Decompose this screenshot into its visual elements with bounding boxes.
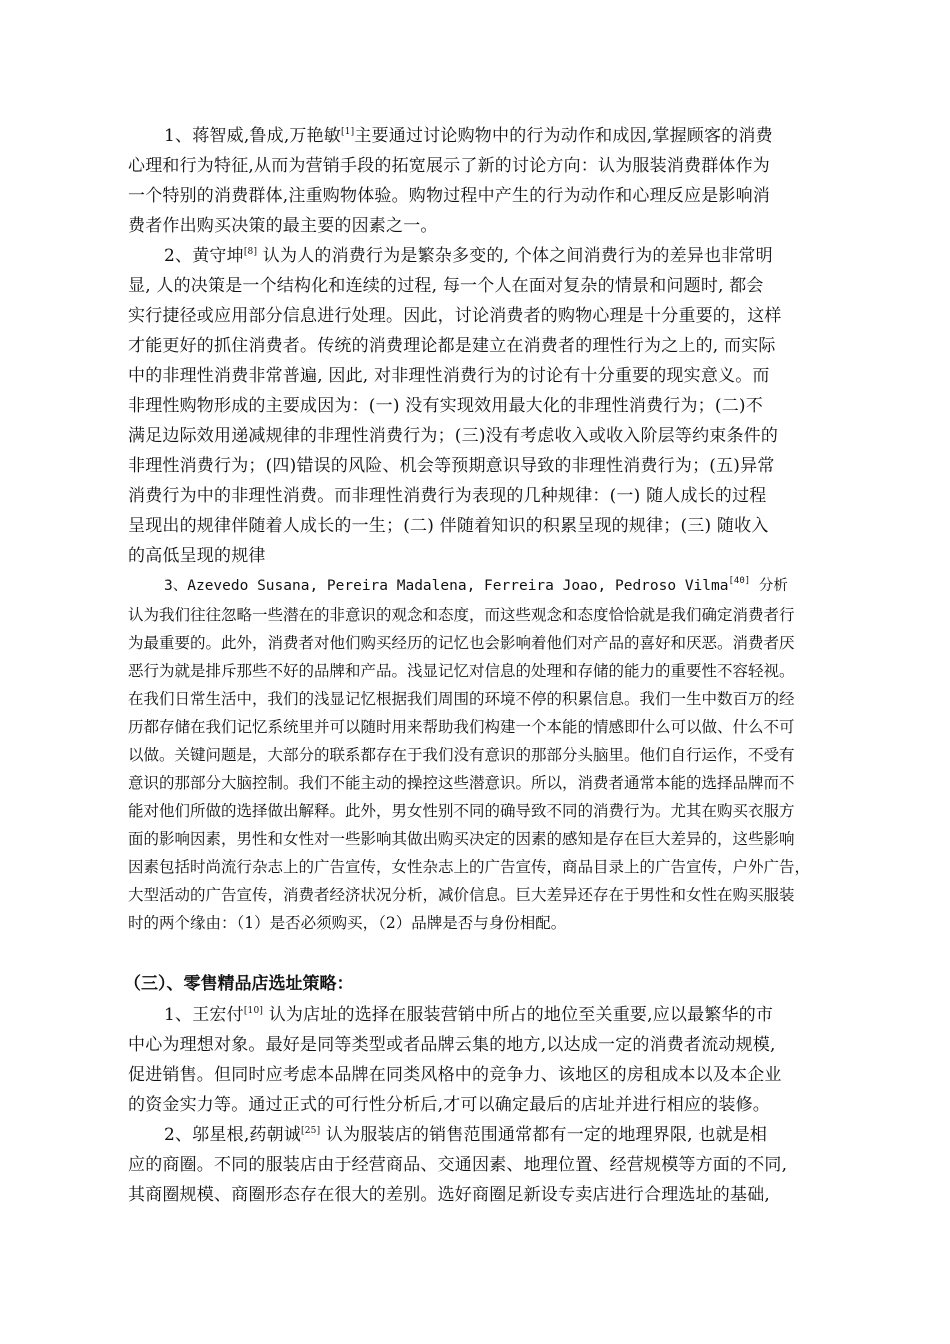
p4-line-1-text-b: 认为店址的选择在服装营销中所占的地位至关重要,应以最繁华的市 bbox=[263, 1005, 774, 1025]
citation-ref: [40] bbox=[728, 576, 751, 586]
p3-line-1-text-a: 3、Azevedo Susana, Pereira Madalena, Ferreira Joao, Pedroso Vilma bbox=[164, 578, 729, 594]
p3-line-13: 时的两个缘由：（1）是否必须购买，（2）品牌是否与身份相配。 bbox=[128, 914, 567, 932]
section-heading: （三）、零售精品店选址策略： bbox=[124, 974, 354, 994]
p2-line-4: 才能更好的抓住消费者。传统的消费理论都是建立在消费者的理性行为之上的, 而实际 bbox=[128, 336, 776, 356]
p3-line-4: 恶行为就是排斥那些不好的品牌和产品。浅显记忆对信息的处理和存储的能力的重要性不容轻视。 bbox=[128, 662, 795, 680]
p5-line-1-text-a: 2、邬星根,药朝诚 bbox=[164, 1125, 302, 1145]
p2-line-1-text-b: 认为人的消费行为是繁杂多变的, 个体之间消费行为的差异也非常明 bbox=[257, 246, 773, 266]
p2-line-8: 非理性消费行为；(四)错误的风险、机会等预期意识导致的非理性消费行为；(五)异常 bbox=[128, 456, 775, 476]
p2-line-7: 满足边际效用递减规律的非理性消费行为；(三)没有考虑收入或收入阶层等约束条件的 bbox=[128, 426, 779, 446]
p1-line-4: 费者作出购买决策的最主要的因素之一。 bbox=[128, 216, 438, 236]
p5-line-1-text-b: 认为服装店的销售范围通常都有一定的地理界限, 也就是相 bbox=[320, 1125, 768, 1145]
p1-line-1-text-b: 主要通过讨论购物中的行为动作和成因,掌握顾客的消费 bbox=[354, 126, 773, 146]
p3-line-2: 认为我们往往忽略一些潜在的非意识的观念和态度，而这些观念和态度恰恰就是我们确定消费者行 bbox=[128, 606, 795, 624]
p3-line-8: 意识的那部分大脑控制。我们不能主动的操控这些潜意识。所以，消费者通常本能的选择品牌而不 bbox=[128, 774, 795, 792]
p2-line-5: 中的非理性消费非常普遍, 因此, 对非理性消费行为的讨论有十分重要的现实意义。而 bbox=[128, 366, 770, 386]
p2-line-3: 实行捷径或应用部分信息进行处理。因此，讨论消费者的购物心理是十分重要的，这样 bbox=[128, 306, 782, 326]
p1-line-2: 心理和行为特征,从而为营销手段的拓宽展示了新的讨论方向：认为服装消费群体作为 bbox=[128, 156, 771, 176]
p4-line-4: 的资金实力等。通过正式的可行性分析后,才可以确定最后的店址并进行相应的装修。 bbox=[128, 1095, 771, 1115]
p1-line-1 bbox=[164, 128, 773, 145]
p5-line-2: 应的商圈。不同的服装店由于经营商品、交通因素、地理位置、经营规模等方面的不同, bbox=[128, 1155, 788, 1175]
p4-line-2: 中心为理想对象。最好是同等类型或者品牌云集的地方,以达成一定的消费者流动规模, bbox=[128, 1035, 776, 1055]
p1-line-1-text-a: 1、蒋智威,鲁成,万艳敏 bbox=[164, 126, 342, 146]
p2-line-10: 呈现出的规律伴随着人成长的一生；(二) 伴随着知识的积累呈现的规律；(三) 随收入 bbox=[128, 516, 769, 536]
p2-line-2: 显, 人的决策是一个结构化和连续的过程, 每一个人在面对复杂的情景和问题时, 都会 bbox=[128, 276, 764, 296]
p3-line-12: 大型活动的广告宣传，消费者经济状况分析，减价信息。巨大差异还存在于男性和女性在购买服装 bbox=[128, 886, 795, 904]
p5-line-3: 其商圈规模、商圈形态存在很大的差别。选好商圈足新设专卖店进行合理选址的基础, bbox=[128, 1185, 771, 1205]
p3-line-11: 因素包括时尚流行杂志上的广告宣传，女性杂志上的广告宣传，商品目录上的广告宣传，户外广告， bbox=[128, 858, 811, 876]
p4-line-1 bbox=[164, 1007, 773, 1024]
p3-line-7: 以做。关键问题是，大部分的联系都存在于我们没有意识的那部分头脑里。他们自行运作，不受有 bbox=[128, 746, 795, 764]
p2-line-1-text-a: 2、黄守坤 bbox=[164, 246, 244, 266]
p2-line-9: 消费行为中的非理性消费。而非理性消费行为表现的几种规律：(一) 随人成长的过程 bbox=[128, 486, 767, 506]
p2-line-6: 非理性购物形成的主要成因为：(一) 没有实现效用最大化的非理性消费行为；(二)不 bbox=[128, 396, 763, 416]
p3-line-10: 面的影响因素，男性和女性对一些影响其做出购买决定的因素的感知是存在巨大差异的，这些影响 bbox=[128, 830, 795, 848]
p3-line-1-text-b: 分析 bbox=[750, 578, 788, 594]
p2-line-11: 的高低呈现的规律 bbox=[128, 546, 266, 566]
citation-ref: [1] bbox=[341, 127, 355, 137]
p1-line-3: 一个特别的消费群体,注重购物体验。购物过程中产生的行为动作和心理反应是影响消 bbox=[128, 186, 771, 206]
p4-line-3: 促进销售。但同时应考虑本品牌在同类风格中的竞争力、该地区的房租成本以及本企业 bbox=[128, 1065, 782, 1085]
p3-line-6: 历都存储在我们记忆系统里并可以随时用来帮助我们构建一个本能的情感即什么可以做、什么不可 bbox=[128, 718, 795, 736]
citation-ref: [10] bbox=[243, 1006, 264, 1016]
p5-line-1 bbox=[164, 1127, 767, 1144]
p3-line-5: 在我们日常生活中，我们的浅显记忆根据我们周围的环境不停的积累信息。我们一生中数百万的经 bbox=[128, 690, 795, 708]
p3-line-9: 能对他们所做的选择做出解释。此外，男女性别不同的确导致不同的消费行为。尤其在购买衣服方 bbox=[128, 802, 795, 820]
citation-ref: [8] bbox=[243, 247, 258, 257]
citation-ref: [25] bbox=[301, 1126, 321, 1136]
p3-line-3: 为最重要的。此外，消费者对他们购买经历的记忆也会影响着他们对产品的喜好和厌恶。消费者厌 bbox=[128, 634, 795, 652]
p2-line-1 bbox=[164, 248, 773, 265]
p3-line-1 bbox=[164, 576, 788, 594]
p4-line-1-text-a: 1、王宏付 bbox=[164, 1005, 244, 1025]
